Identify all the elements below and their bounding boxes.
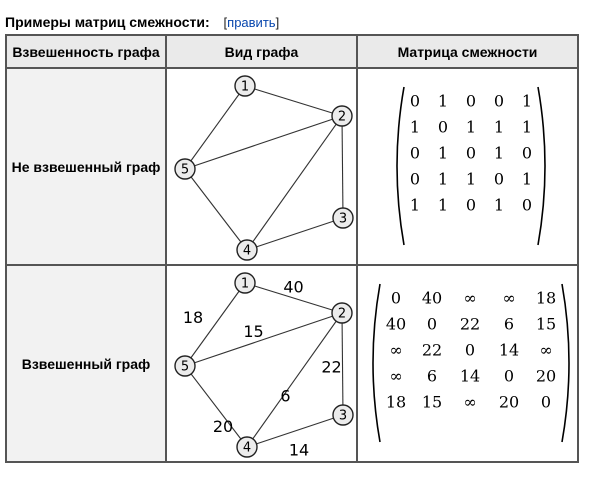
graph-node-5 xyxy=(175,159,195,179)
graph-node-label: 4 xyxy=(242,440,252,456)
table-caption xyxy=(5,14,279,30)
matrix-cell-r2c4: 1 xyxy=(493,117,505,137)
graph-node-1 xyxy=(235,273,255,293)
matrix-cell-r3c1: ∞ xyxy=(389,340,403,360)
matrix-cell-r1c4: ∞ xyxy=(502,288,516,308)
matrix-cell-weighted xyxy=(357,265,578,462)
matrix-left-paren xyxy=(397,87,404,245)
graph-node-5 xyxy=(175,356,195,376)
graph-node-3 xyxy=(333,405,353,425)
matrix-right-paren xyxy=(538,87,545,245)
matrix-cell-unweighted xyxy=(357,68,578,265)
matrix-cell-r4c1: 0 xyxy=(409,169,421,189)
matrix-cell-r4c3: 1 xyxy=(465,169,477,189)
edge-weight-2-4: 6 xyxy=(280,386,291,406)
matrix-cell-r2c2: 0 xyxy=(426,314,438,334)
edge-weight-4-3: 14 xyxy=(288,440,310,460)
matrix-cell-r5c5: 0 xyxy=(540,392,552,412)
matrix-cell-r5c1: 1 xyxy=(409,195,421,215)
matrix-cell-r4c1: ∞ xyxy=(389,366,403,386)
graph-node-label: 3 xyxy=(338,211,348,227)
caption-title: Примеры матриц смежности: xyxy=(5,14,210,30)
adjacency-examples-table xyxy=(5,34,579,463)
edge-weight-1-2: 40 xyxy=(283,277,304,297)
edge-weight-5-2: 15 xyxy=(243,322,264,341)
edge-weight-1-5: 18 xyxy=(182,308,204,327)
graph-node-label: 1 xyxy=(240,79,250,95)
matrix-cell-r3c4: 1 xyxy=(493,143,505,163)
header-row xyxy=(6,35,578,68)
weighted-matrix xyxy=(360,266,575,461)
graph-cell-weighted xyxy=(166,265,357,462)
edge-4-3 xyxy=(247,218,343,250)
header-adjacency-matrix: Матрица смежности xyxy=(357,35,578,68)
matrix-cell-r4c4: 0 xyxy=(503,366,515,386)
matrix-cell-r5c2: 1 xyxy=(437,195,449,215)
matrix-cell-r1c5: 1 xyxy=(521,91,533,111)
matrix-cell-r3c2: 1 xyxy=(437,143,449,163)
edit-bracket-open: [ xyxy=(223,15,228,30)
matrix-cell-r4c3: 14 xyxy=(459,366,481,386)
matrix-cell-r1c3: ∞ xyxy=(463,288,477,308)
matrix-cell-r2c4: 6 xyxy=(503,314,515,334)
graph-node-label: 5 xyxy=(180,359,190,375)
matrix-cell-r4c2: 1 xyxy=(437,169,449,189)
matrix-cell-r1c1: 0 xyxy=(409,91,421,111)
matrix-cell-r3c1: 0 xyxy=(409,143,421,163)
graph-node-3 xyxy=(333,208,353,228)
matrix-cell-r2c5: 15 xyxy=(535,314,557,334)
matrix-cell-r5c3: 0 xyxy=(465,195,477,215)
matrix-left-paren xyxy=(373,284,380,442)
edit-link[interactable]: править xyxy=(227,15,276,30)
matrix-cell-r5c5: 0 xyxy=(521,195,533,215)
edge-1-5 xyxy=(185,86,245,169)
edge-5-4 xyxy=(185,169,247,250)
matrix-cell-r1c5: 18 xyxy=(535,288,557,308)
graph-node-1 xyxy=(235,76,255,96)
matrix-cell-r2c5: 1 xyxy=(521,117,533,137)
matrix-cell-r2c2: 0 xyxy=(437,117,449,137)
graph-node-label: 3 xyxy=(338,408,348,424)
matrix-cell-r3c5: 0 xyxy=(521,143,533,163)
edge-2-3 xyxy=(342,313,343,415)
edge-weight-2-3: 22 xyxy=(321,357,342,377)
edge-1-2 xyxy=(245,86,342,116)
row-label-unweighted: Не взвешенный граф xyxy=(6,68,166,265)
matrix-cell-r2c1: 1 xyxy=(409,117,421,137)
header-graph-view: Вид графа xyxy=(166,35,357,68)
matrix-cell-r2c3: 1 xyxy=(465,117,477,137)
matrix-cell-r4c4: 0 xyxy=(493,169,505,189)
weighted-graph xyxy=(169,266,354,461)
edge-5-2 xyxy=(185,116,342,169)
matrix-cell-r1c2: 1 xyxy=(437,91,449,111)
edge-2-4 xyxy=(247,116,342,250)
matrix-cell-r2c1: 40 xyxy=(385,314,407,334)
matrix-cell-r3c2: 22 xyxy=(421,340,443,360)
header-weightedness: Взвешенность графа xyxy=(6,35,166,68)
matrix-right-paren xyxy=(562,284,569,442)
matrix-cell-r5c4: 1 xyxy=(493,195,505,215)
graph-node-label: 5 xyxy=(180,162,190,178)
matrix-cell-r5c1: 18 xyxy=(385,392,407,412)
matrix-cell-r1c4: 0 xyxy=(493,91,505,111)
matrix-cell-r4c5: 1 xyxy=(521,169,533,189)
matrix-cell-r4c2: 6 xyxy=(426,366,438,386)
edge-weight-5-4: 20 xyxy=(212,417,234,436)
table-row-unweighted xyxy=(6,68,578,265)
edit-section xyxy=(224,15,280,30)
graph-node-label: 2 xyxy=(337,109,347,125)
graph-node-label: 1 xyxy=(240,276,250,292)
matrix-cell-r2c3: 22 xyxy=(459,314,481,334)
matrix-cell-r4c5: 20 xyxy=(535,366,557,386)
matrix-cell-r1c3: 0 xyxy=(465,91,477,111)
graph-node-4 xyxy=(237,437,257,457)
graph-node-label: 2 xyxy=(337,306,347,322)
matrix-cell-r3c5: ∞ xyxy=(539,340,553,360)
unweighted-matrix xyxy=(360,69,575,264)
row-label-weighted: Взвешенный граф xyxy=(6,265,166,462)
matrix-cell-r1c1: 0 xyxy=(390,288,402,308)
matrix-cell-r5c4: 20 xyxy=(498,392,520,412)
graph-node-label: 4 xyxy=(242,243,252,259)
matrix-cell-r5c2: 15 xyxy=(421,392,443,412)
table-row-weighted xyxy=(6,265,578,462)
graph-node-4 xyxy=(237,240,257,260)
matrix-cell-r3c4: 14 xyxy=(498,340,520,360)
matrix-cell-r3c3: 0 xyxy=(465,143,477,163)
edge-2-3 xyxy=(342,116,343,218)
matrix-cell-r1c2: 40 xyxy=(421,288,443,308)
unweighted-graph xyxy=(169,69,354,264)
edit-bracket-close: ] xyxy=(275,15,280,30)
matrix-cell-r3c3: 0 xyxy=(464,340,476,360)
graph-node-2 xyxy=(332,303,352,323)
graph-node-2 xyxy=(332,106,352,126)
graph-cell-unweighted xyxy=(166,68,357,265)
matrix-cell-r5c3: ∞ xyxy=(463,392,477,412)
